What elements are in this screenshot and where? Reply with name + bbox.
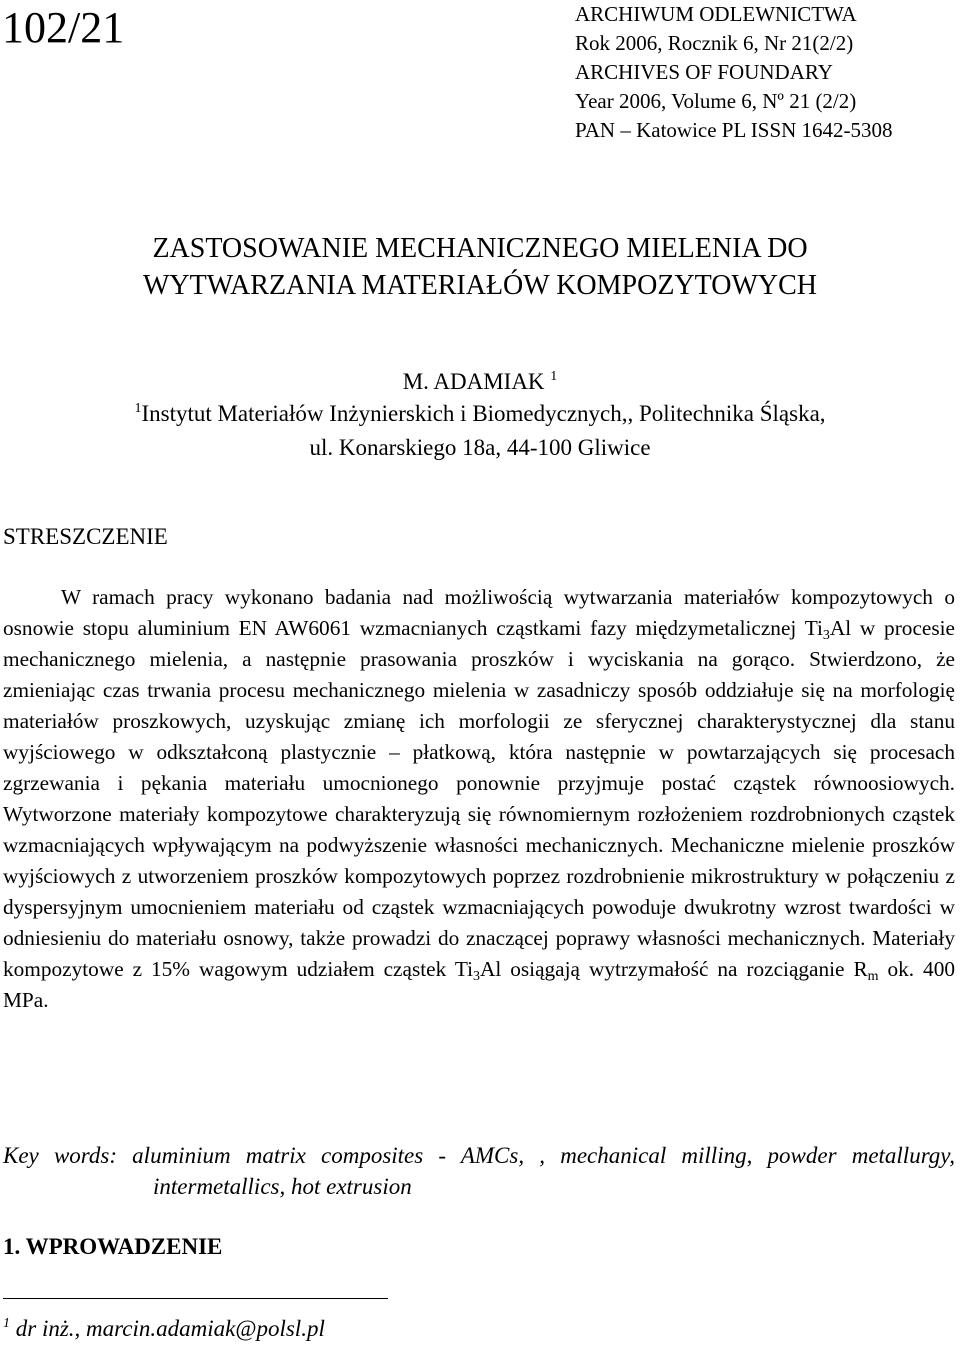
footnote-marker: 1: [3, 1316, 10, 1331]
abstract-heading: STRESZCZENIE: [3, 524, 168, 549]
subscript: 3: [822, 628, 830, 643]
affiliation-address: ul. Konarskiego 18a, 44-100 Gliwice: [309, 435, 651, 460]
paper-title-line: WYTWARZANIA MATERIAŁÓW KOMPOZYTOWYCH: [142, 270, 818, 301]
paper-title: [0, 230, 960, 304]
paper-number: 102/21: [2, 3, 125, 52]
footnote: [3, 1314, 325, 1344]
author-affiliation-marker: 1: [550, 369, 558, 384]
journal-header-line: ARCHIWUM ODLEWNICTWA: [575, 2, 857, 26]
abstract-text: [3, 582, 955, 1016]
journal-header-line: Year 2006, Volume 6, Nº 21 (2/2): [575, 89, 857, 113]
abstract-part: W ramach pracy wykonano badania nad możliwością wytwarzania materiałów kompozytowych o osnowie stopu aluminium EN AW6061 wzmacnianych cząstkami fazy międzymetalicznej Ti: [3, 585, 955, 640]
subscript: 3: [473, 969, 480, 984]
section-heading: 1. WPROWADZENIE: [3, 1234, 223, 1259]
footnote-text: dr inż., marcin.adamiak@polsl.pl: [10, 1316, 325, 1341]
abstract-part: Al w procesie mechanicznego mielenia, a następnie prasowania proszków i wyciskania na gorąco. Stwierdzono, że zmieniając czas trwania procesu mechanicznego mielenia w zasadniczy sposób oddziałuje się na morfologię materiałów proszkowych, uzyskując zmianę ich morfologii ze sferycznej charakterystycznej dla stanu wyjściowego w odkształconą plastycznie – płatkową, która następnie w powtarzających się procesach zgrzewania i pękania materiału umocnionego ponownie przyjmuje postać cząstek równoosiowych. Wytworzone materiały kompozytowe charakteryzują się równomiernym rozłożeniem rozdrobnionych cząstek wzmacniających wpływającym na podwyższenie własności mechanicznych. Mechaniczne mielenie proszków wyjściowych z utworzeniem proszków kompozytowych poprzez rozdrobnienie mikrostruktury w połączeniu z dyspersyjnym umocnieniem materiału od cząstek wzmacniających powoduje dwukrotny wzrost twardości w odniesieniu do materiału osnowy, także prowadzi do znaczącej poprawy własności mechanicznych. Materiały kompozytowe z 15% wagowym udziałem cząstek Ti: [3, 616, 956, 981]
keywords: Key words: aluminium matrix composites - AMCs, , mechanical milling, powder metallurgy, intermetallics, hot extrusion: [3, 1143, 955, 1199]
subscript: m: [867, 969, 879, 984]
affiliation-line: [0, 397, 960, 431]
footnote-divider: [3, 1298, 388, 1299]
journal-header-line: PAN – Katowice PL ISSN 1642-5308: [575, 118, 893, 142]
journal-header-line: Rok 2006, Rocznik 6, Nr 21(2/2): [575, 31, 854, 55]
paper-title-line: ZASTOSOWANIE MECHANICZNEGO MIELENIA DO: [152, 233, 808, 264]
affiliation-marker: 1: [134, 401, 142, 416]
abstract-part: Al osiągają wytrzymałość na rozciąganie R: [480, 957, 868, 981]
abstract-part: ok. 400 MPa.: [3, 957, 955, 1012]
affiliation-text: Instytut Materiałów Inżynierskich i Biomedycznych,, Politechnika Śląska,: [141, 401, 826, 426]
author-name: M. ADAMIAK: [402, 369, 545, 394]
author: [0, 367, 960, 397]
journal-header-line: ARCHIVES OF FOUNDARY: [575, 60, 833, 84]
affiliation: [0, 397, 960, 465]
journal-header: [575, 0, 893, 145]
